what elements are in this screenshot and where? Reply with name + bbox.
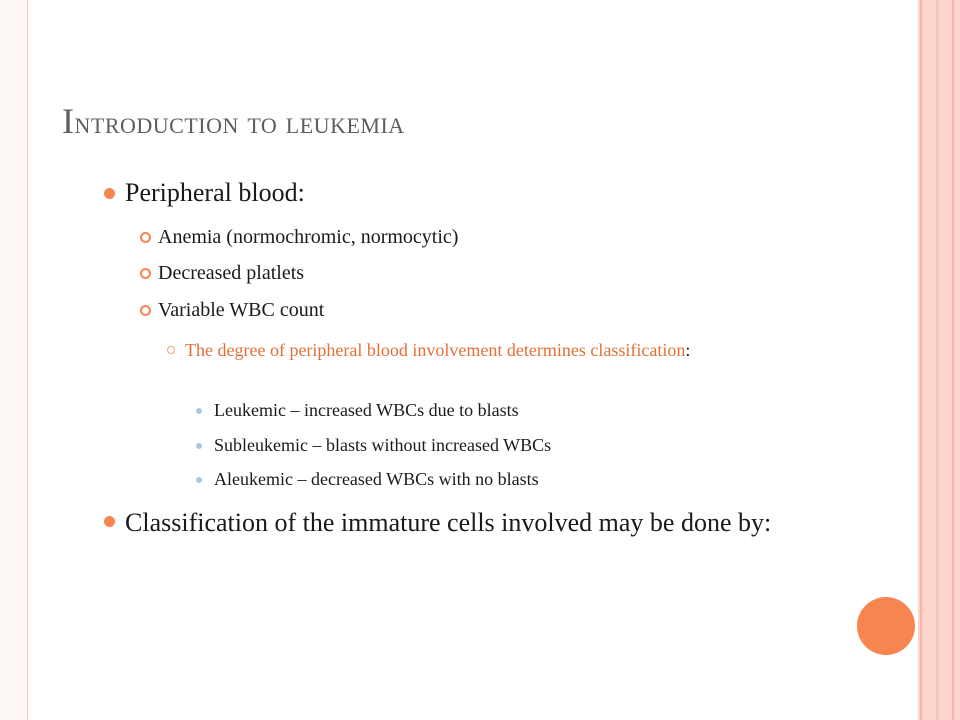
bullet-text: The degree of peripheral blood involvement determines classification xyxy=(185,340,686,360)
bullet-subleukemic xyxy=(214,435,551,456)
bullet-ring-icon xyxy=(140,232,151,243)
right-decorative-bar xyxy=(918,0,960,720)
title-initial: I xyxy=(62,101,75,141)
right-bar-line xyxy=(952,0,954,720)
bullet-dot-icon xyxy=(104,188,115,199)
bullet-blue-dot-icon xyxy=(196,477,202,483)
bullet-degree-involvement xyxy=(185,338,825,363)
title-rest: ntroduction to leukemia xyxy=(74,104,405,140)
bullet-platelets xyxy=(158,262,304,285)
bullet-colon: : xyxy=(685,340,691,360)
bullet-ring-icon xyxy=(140,305,151,316)
bullet-leukemic xyxy=(214,400,519,421)
right-bar-line xyxy=(920,0,922,720)
bullet-peripheral-blood xyxy=(125,178,305,208)
right-bar-line xyxy=(936,0,939,720)
bullet-text: Peripheral blood: xyxy=(125,178,305,207)
bullet-wbc-count xyxy=(158,299,324,322)
bullet-blue-dot-icon xyxy=(196,443,202,449)
bullet-classification xyxy=(125,506,785,539)
bullet-text: Anemia (normochromic, normocytic) xyxy=(158,226,459,248)
bullet-text: Subleukemic – blasts without increased WBCs xyxy=(214,435,552,455)
bullet-aleukemic xyxy=(214,469,539,490)
bullet-blue-dot-icon xyxy=(196,408,202,414)
slide-title xyxy=(62,100,405,142)
bullet-text: Aleukemic – decreased WBCs with no blasts xyxy=(214,469,539,489)
bullet-ring-icon xyxy=(140,268,151,279)
bullet-text: Classification of the immature cells involved may be done by: xyxy=(125,508,772,537)
bullet-text: Leukemic – increased WBCs due to blasts xyxy=(214,400,519,420)
bullet-anemia xyxy=(158,226,458,249)
bullet-dot-icon xyxy=(104,516,115,527)
bullet-text: Variable WBC count xyxy=(158,299,325,321)
bullet-text: Decreased platlets xyxy=(158,262,305,284)
bullet-small-ring-icon xyxy=(167,346,175,354)
